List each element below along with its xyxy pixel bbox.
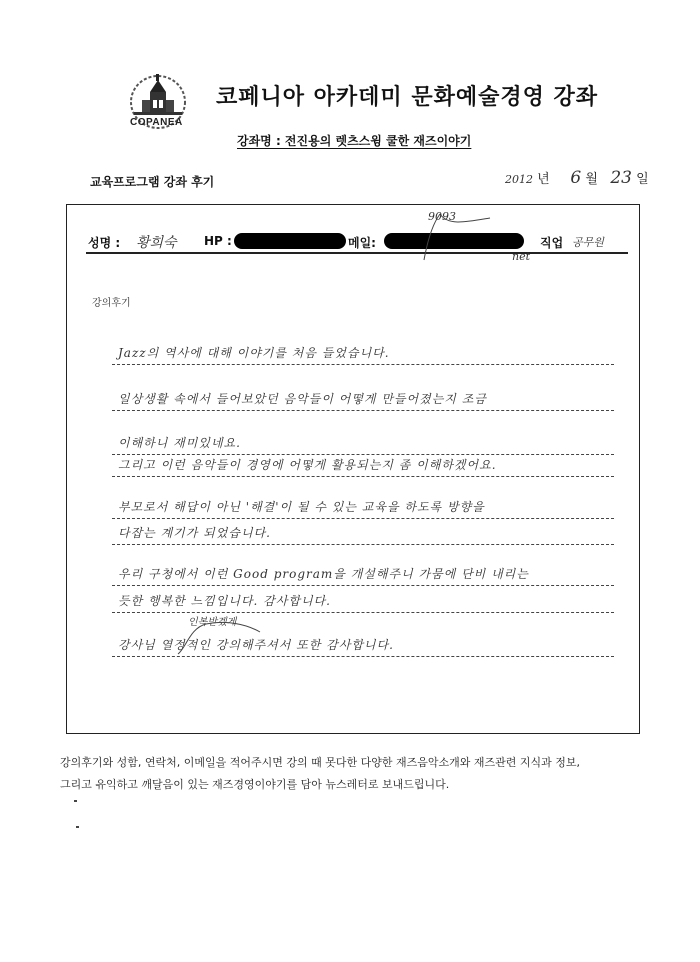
date-field xyxy=(505,168,649,188)
review-label: 강의후기 xyxy=(92,298,131,309)
review-line xyxy=(112,338,614,365)
date-month-label: 월 xyxy=(585,172,598,187)
review-line xyxy=(112,450,614,477)
program-label: 교육프로그램 강좌 후기 xyxy=(90,175,215,189)
review-line xyxy=(112,492,614,519)
insert-note: 인복받겠게 xyxy=(188,617,237,628)
logo-text: COPANEA xyxy=(130,117,183,128)
review-line-text: 일상생활 속에서 들어보았던 음악들이 어떻게 만들어졌는지 조금 xyxy=(118,392,487,406)
scan-speck xyxy=(76,826,79,828)
date-year-label: 년 xyxy=(537,172,550,187)
job-value: 공무원 xyxy=(572,236,604,249)
review-line-text: Jazz의 역사에 대해 이야기를 처음 들었습니다. xyxy=(118,346,390,360)
hp-label: HP : xyxy=(204,234,232,248)
review-line xyxy=(112,586,614,613)
review-line xyxy=(112,518,614,545)
footer-line-1: 강의후기와 성함, 연락처, 이메일을 적어주시면 강의 때 못다한 다양한 재즈음악소개와 재즈관련 지식과 정보, xyxy=(60,756,580,769)
review-line xyxy=(112,559,614,586)
hp-redaction xyxy=(234,233,346,249)
footer-notice xyxy=(60,752,660,796)
date-month: 6 xyxy=(570,168,582,188)
mail-note-top: 9093 xyxy=(428,210,456,223)
date-day: 23 xyxy=(610,168,632,188)
date-day-label: 일 xyxy=(636,172,649,187)
review-line xyxy=(112,384,614,411)
insert-caret-mark xyxy=(176,618,266,658)
course-title: 강좌명 : 전진용의 렛츠스윙 쿨한 재즈이야기 xyxy=(237,134,472,148)
review-line-text: 우리 구청에서 이런 Good program을 개설해주니 가뭄에 단비 내리는 xyxy=(118,567,529,581)
name-label: 성명 : xyxy=(88,236,121,250)
page-title: 코페니아 아카데미 문화예술경영 강좌 xyxy=(216,85,599,110)
review-line-text: 강사님 열정적인 강의해주셔서 또한 감사합니다. xyxy=(118,638,394,652)
review-line-text: 그리고 이런 음악들이 경영에 어떻게 활용되는지 좀 이해하겠어요. xyxy=(118,458,497,472)
review-line-text: 듯한 행복한 느낌입니다. 감사합니다. xyxy=(118,594,331,608)
review-line-text: 다잡는 계기가 되었습니다. xyxy=(118,526,271,540)
date-year: 2012 xyxy=(505,173,533,186)
mail-label: 메일: xyxy=(348,236,376,250)
review-line-text: 부모로서 해답이 아닌 '해결'이 될 수 있는 교육을 하도록 방향을 xyxy=(118,500,485,514)
info-row xyxy=(88,232,628,252)
info-underline xyxy=(86,252,628,254)
job-label: 직업 xyxy=(540,236,564,250)
footer-line-2: 그리고 유익하고 깨달음이 있는 재즈경영이야기를 담아 뉴스레터로 보내드립니다. xyxy=(60,778,450,791)
mail-note-bottom: net xyxy=(512,250,531,263)
name-value: 황희숙 xyxy=(136,235,177,251)
scan-speck xyxy=(74,800,77,802)
review-line-text: 이해하니 재미있네요. xyxy=(118,436,241,450)
